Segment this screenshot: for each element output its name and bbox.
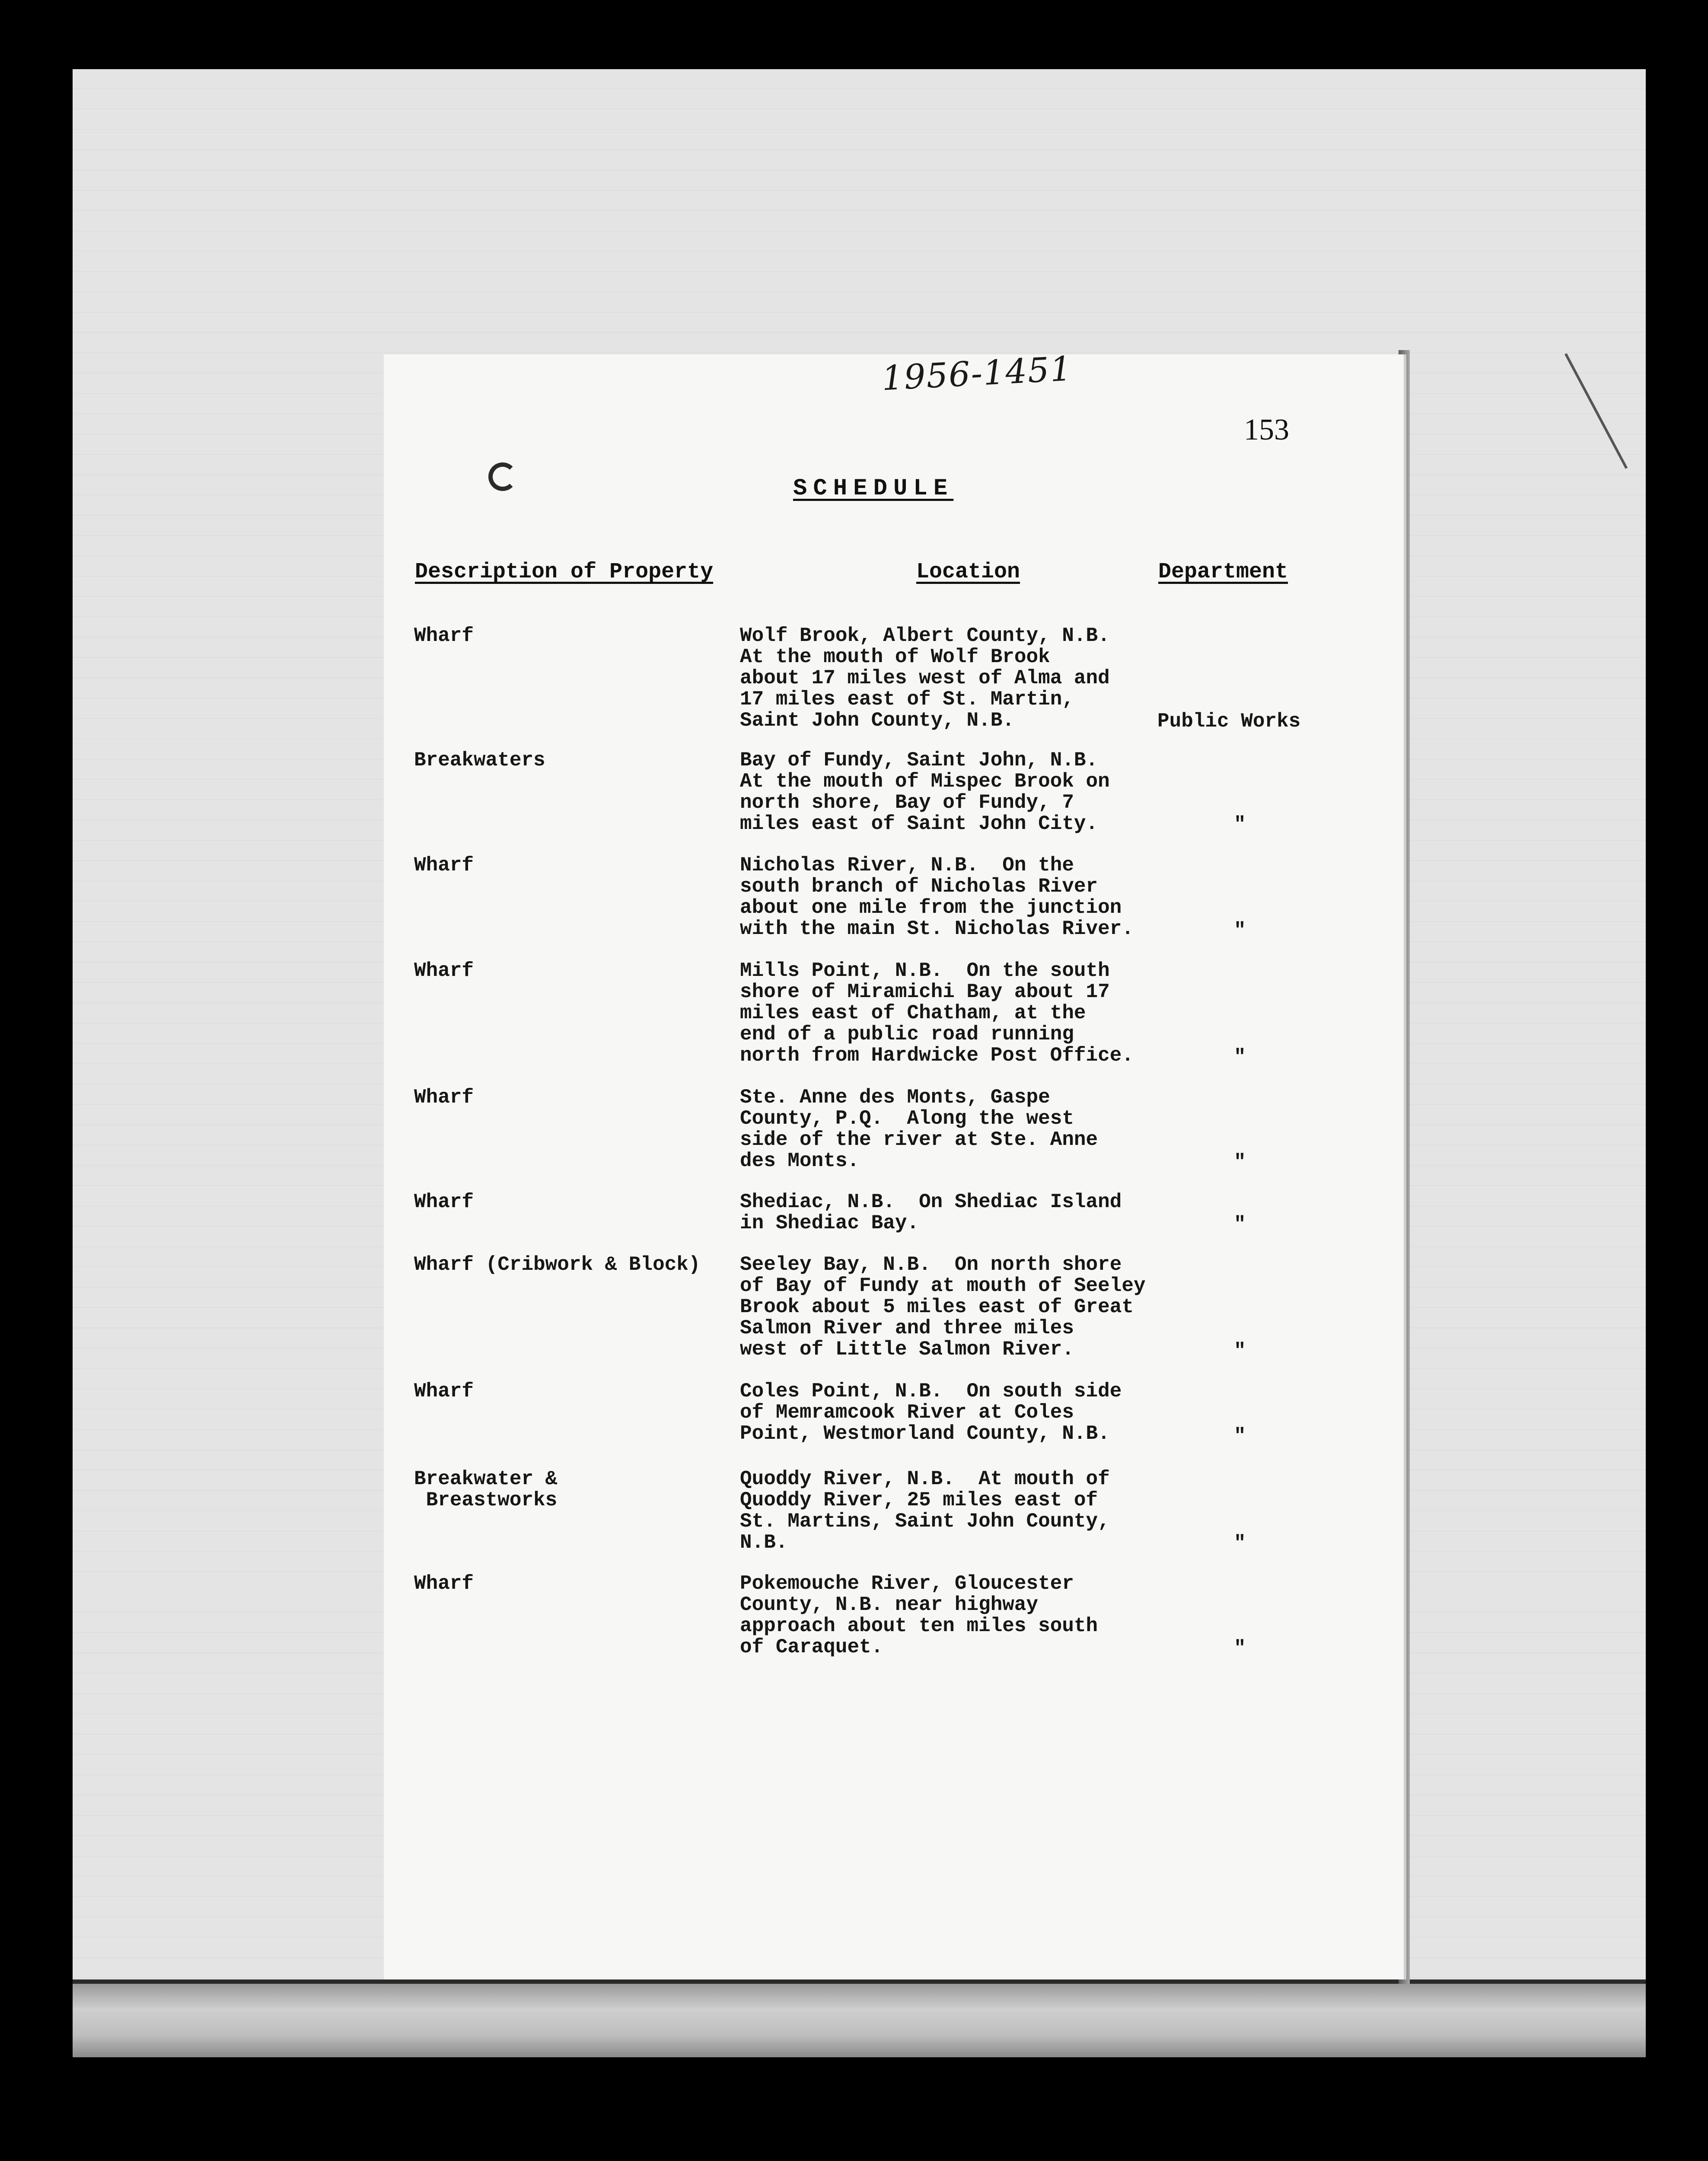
entry-2-description: Breakwaters bbox=[414, 749, 545, 771]
entry-5-department: " bbox=[1234, 1151, 1246, 1173]
punch-hole-mark bbox=[488, 462, 517, 491]
schedule-title: SCHEDULE bbox=[793, 475, 954, 502]
page-number: 153 bbox=[1244, 413, 1289, 446]
entry-9-location: Quoddy River, N.B. At mouth of Quoddy River, 25 miles east of St. Martins, Saint John County, N.B. bbox=[740, 1468, 1110, 1554]
entry-7-description: Wharf (Cribwork & Block) bbox=[414, 1253, 701, 1276]
scan-bottom-band bbox=[73, 1984, 1646, 2057]
entry-9-department: " bbox=[1234, 1532, 1246, 1555]
entry-4-description: Wharf bbox=[414, 959, 474, 982]
entry-7-department: " bbox=[1234, 1340, 1246, 1362]
entry-4-location: Mills Point, N.B. On the south shore of Miramichi Bay about 17 miles east of Chatham, at the end of a public road running north from Hardwicke Post Office. bbox=[740, 959, 1134, 1067]
entry-1-description: Wharf bbox=[414, 625, 474, 647]
column-header-department: Department bbox=[1158, 560, 1288, 584]
entry-5-location: Ste. Anne des Monts, Gaspe County, P.Q. Along the west side of the river at Ste. Anne des Monts. bbox=[740, 1086, 1098, 1172]
entry-8-description: Wharf bbox=[414, 1380, 474, 1402]
entry-7-location: Seeley Bay, N.B. On north shore of Bay of Fundy at mouth of Seeley Brook about 5 miles east of Great Salmon River and three miles west of Little Salmon River. bbox=[740, 1253, 1146, 1361]
entry-8-department: " bbox=[1234, 1425, 1246, 1447]
entry-6-department: " bbox=[1234, 1213, 1246, 1236]
entry-8-location: Coles Point, N.B. On south side of Memramcook River at Coles Point, Westmorland County, N.B. bbox=[740, 1380, 1122, 1445]
column-header-description: Description of Property bbox=[415, 560, 714, 584]
entry-4-department: " bbox=[1234, 1046, 1246, 1068]
entry-10-description: Wharf bbox=[414, 1572, 474, 1595]
entry-1-department: Public Works bbox=[1157, 710, 1301, 733]
entry-3-location: Nicholas River, N.B. On the south branch of Nicholas River about one mile from the junction with the main St. Nicholas River. bbox=[740, 854, 1134, 940]
entry-6-location: Shediac, N.B. On Shediac Island in Shediac Bay. bbox=[740, 1191, 1122, 1234]
handwritten-reference: 1956-1451 bbox=[880, 349, 1074, 398]
entry-10-location: Pokemouche River, Gloucester County, N.B. near highway approach about ten miles south of Caraquet. bbox=[740, 1572, 1098, 1658]
column-header-location: Location bbox=[916, 560, 1020, 584]
entry-6-description: Wharf bbox=[414, 1191, 474, 1213]
entry-10-department: " bbox=[1234, 1637, 1246, 1660]
entry-1-location: Wolf Brook, Albert County, N.B. At the mouth of Wolf Brook about 17 miles west of Alma and 17 miles east of St. Martin, Saint John County, N.B. bbox=[740, 625, 1110, 732]
entry-2-department: " bbox=[1234, 813, 1246, 836]
entry-9-description: Breakwater & Breastworks bbox=[414, 1468, 558, 1511]
entry-5-description: Wharf bbox=[414, 1086, 474, 1109]
entry-3-description: Wharf bbox=[414, 854, 474, 877]
entry-3-department: " bbox=[1234, 919, 1246, 942]
entry-2-location: Bay of Fundy, Saint John, N.B. At the mouth of Mispec Brook on north shore, Bay of Fundy, 7 miles east of Saint John City. bbox=[740, 749, 1110, 835]
